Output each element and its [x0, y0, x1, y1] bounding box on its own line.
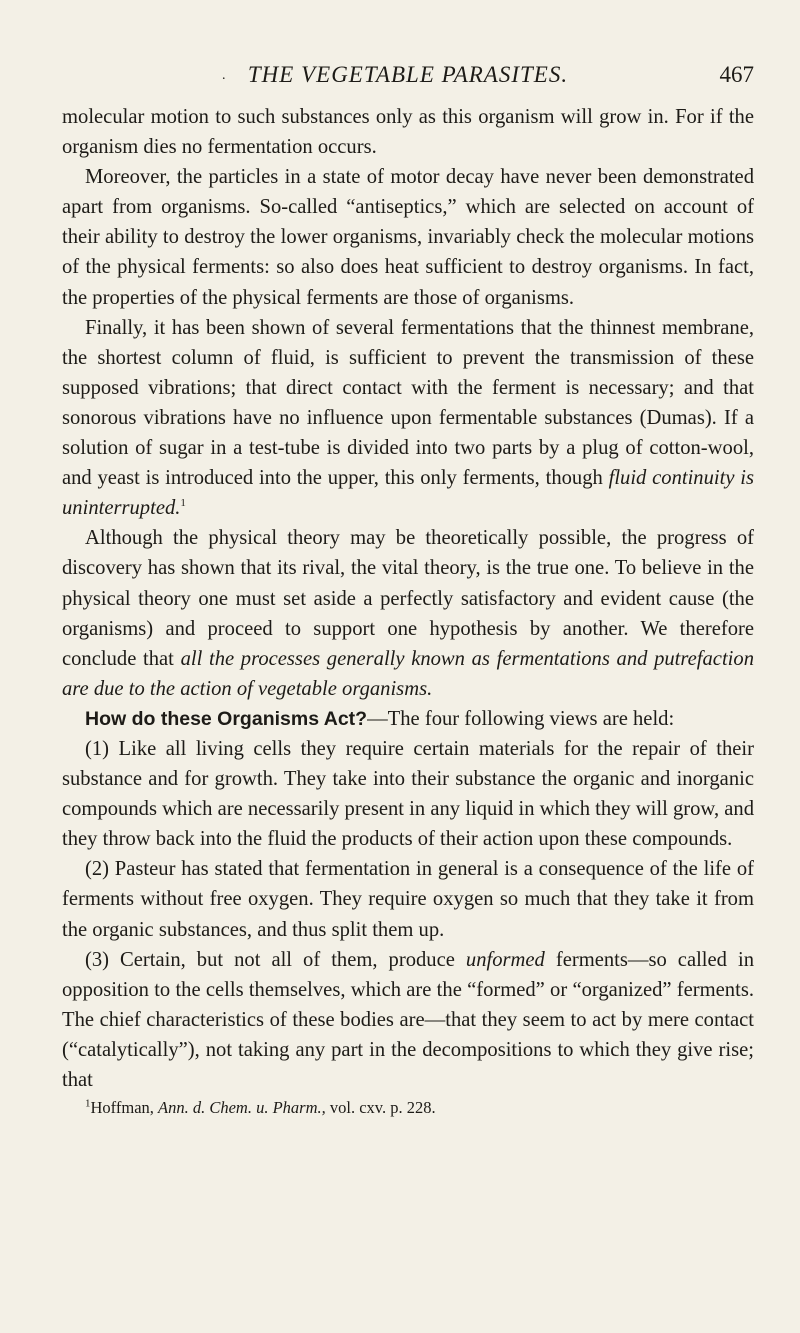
page-number: 467: [719, 62, 754, 87]
running-head-dot: .: [222, 68, 226, 83]
footnote: [62, 1097, 754, 1119]
paragraph-5: [62, 704, 754, 734]
paragraph-1: molecular motion to such substances only as this organism will grow in. For if the organism dies no fermentation occurs.: [62, 106, 754, 159]
paragraph-8-text-b: ferments—so called in opposition to the cells themselves, which are the “formed” or “organized” ferments. The chief characteristics of these bodies are—that they seem to act by mere contact (“catalytically”), not taking any part in the decompositions to which they give rise; that: [62, 948, 754, 1091]
footnote-ref: 1: [180, 497, 186, 510]
paragraph-4: [62, 523, 754, 704]
paragraph-2: Moreover, the particles in a state of motor decay have never been demonstrated apart from organisms. So-called “antiseptics,” which are selected on account of their ability to destroy the lower organisms, invariably check the molecular motions of the physical ferments: so also does heat sufficient to destroy organisms. In fact, the properties of the physical ferments are those of organisms.: [62, 166, 754, 309]
paragraph-7: (2) Pasteur has stated that fermentation in general is a consequence of the life of ferments without free oxygen. They require oxygen so much that they take it from the organic substances, and thus split them up.: [62, 858, 754, 941]
running-title: THE VEGETABLE PARASITES.: [247, 62, 569, 87]
paragraph-4-text: Although the physical theory may be theoretically possible, the progress of discovery has shown that its rival, the vital theory, is the true one. To believe in the physical theory one must set aside a perfectly satisfactory and evident cause (the organisms) and proceed to support one hypothesis by another. We therefore conclude that: [62, 527, 754, 670]
paragraph-3-italic: fluid continuity is uninterrupted.: [62, 467, 754, 520]
paragraph-8: [62, 945, 754, 1095]
footnote-author: Hoffman,: [90, 1098, 154, 1118]
paragraph-4-italic: all the processes generally known as fermentations and putrefaction are due to the action of vegetable organisms.: [62, 647, 754, 700]
footnote-journal: Ann. d. Chem. u. Pharm.,: [158, 1098, 326, 1118]
body-text: [62, 102, 754, 1095]
paragraph-8-italic: unformed: [465, 948, 545, 971]
footnote-mark: 1: [85, 1097, 91, 1110]
footnote-rest: vol. cxv. p. 228.: [329, 1098, 436, 1118]
paragraph-8-text-a: (3) Certain, but not all of them, produce: [85, 948, 455, 971]
paragraph-3-text: Finally, it has been shown of several fermentations that the thinnest membrane, the shortest column of fluid, is sufficient to prevent the transmission of these supposed vibrations; that direct contact with the ferment is necessary; and that sonorous vibrations have no influence upon fermentable substances (Dumas). If a solution of sugar in a test-tube is divided into two parts by a plug of cotton-wool, and yeast is introduced into the upper, this only ferments, though: [62, 316, 754, 490]
paragraph-6: (1) Like all living cells they require certain materials for the repair of their substance and for growth. They take into their substance the organic and inorganic compounds which are necessarily present in any liquid in which they will grow, and they throw back into the fluid the products of their action upon these compounds.: [62, 737, 754, 851]
page: [62, 62, 754, 1119]
paragraph-3: [62, 313, 754, 524]
paragraph-5-text: —The four following views are held:: [367, 707, 675, 730]
running-head: [62, 62, 754, 102]
section-heading: How do these Organisms Act?: [85, 707, 368, 730]
